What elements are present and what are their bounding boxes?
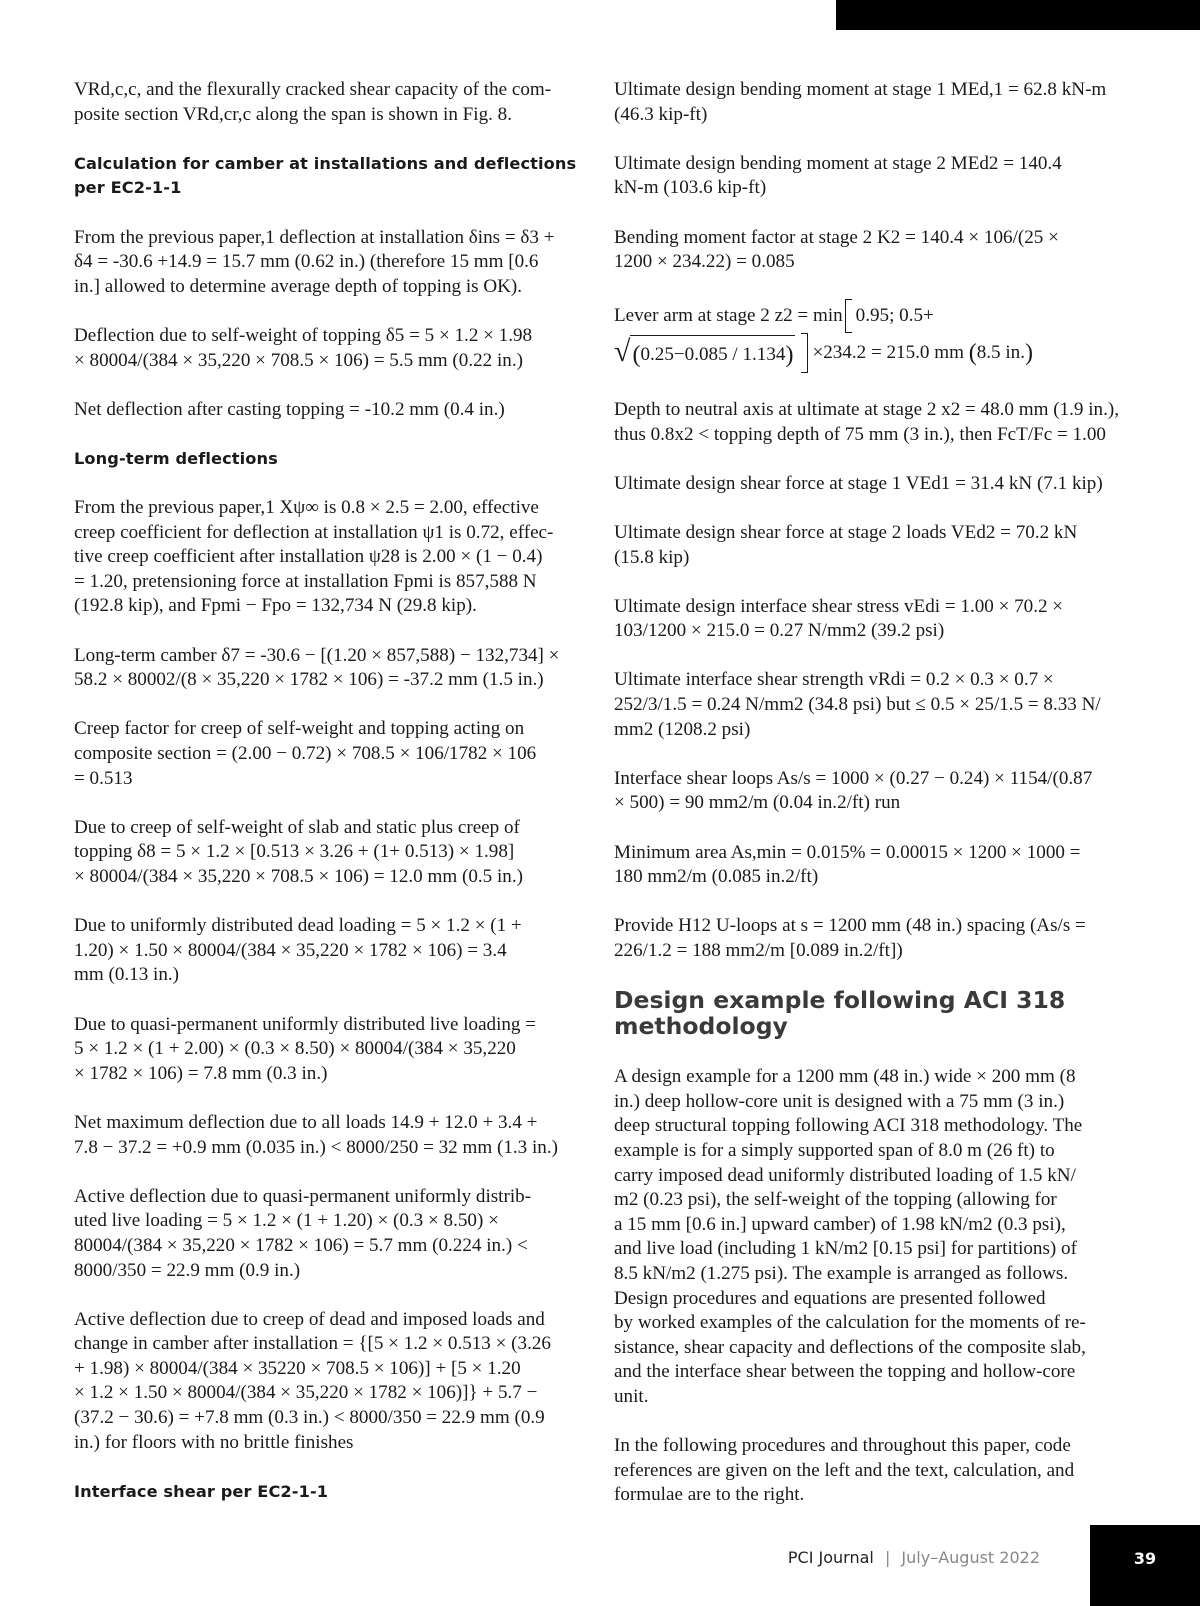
paragraph: Long-term camber δ7 = -30.6 − [(1.20 × 857,588) − 132,734] × 58.2 × 80002/(8 × 35,220 × 1782 × 106) = -37.2 mm (1.5 in.) [74,644,560,691]
section-heading: Long-term deflections [74,448,278,468]
right-column [614,78,1130,1532]
formula-bracket-open [845,299,852,333]
paragraph: Interface shear loops As/s = 1000 × (0.27 − 0.24) × 1154/(0.87 × 500) = 90 mm2/m (0.04 in.2/ft) run [614,767,1093,814]
paragraph: VRd,c,c, and the flexurally cracked shear capacity of the com- posite section VRd,cr,c along the span is shown in Fig. 8. [74,79,552,125]
paragraph: Creep factor for creep of self-weight and topping acting on composite section = (2.00 − 0.72) × 708.5 × 106/1782 × 106 = 0.513 [74,718,537,789]
paragraph: Ultimate design bending moment at stage 2 MEd2 = 140.4 kN-m (103.6 kip-ft) [614,152,1062,199]
paragraph: Depth to neutral axis at ultimate at stage 2 x2 = 48.0 mm (1.9 in.), thus 0.8x2 < topping depth of 75 mm (3 in.), then FcT/Fc = 1.00 [614,398,1119,445]
section-heading: Calculation for camber at installations and deflections per EC2-1-1 [74,153,577,198]
paragraph: Ultimate design shear force at stage 2 loads VEd2 = 70.2 kN (15.8 kip) [614,521,1078,568]
paragraph: Due to creep of self-weight of slab and static plus creep of topping δ8 = 5 × 1.2 × [0.513 × 3.26 + (1+ 0.513) × 1.98] × 80004/(384 × 35,220 × 708.5 × 106) = 12.0 mm (0.5 in.) [74,816,523,887]
journal-name: PCI Journal [787,1548,874,1567]
formula-imperial: 8.5 in. [976,342,1025,364]
paragraph: Ultimate design interface shear stress vEdi = 1.00 × 70.2 × 103/1200 × 215.0 = 0.27 N/mm2 (39.2 psi) [614,595,1064,642]
formula-inner: 0.95; 0.5+ [855,305,934,327]
footer-citation [788,1548,1040,1567]
paragraph: From the previous paper,1 deflection at installation δins = δ3 + δ4 = -30.6 +14.9 = 15.7 mm (0.62 in.) (therefore 15 mm [0.6 in.] allowed to determine average depth of topping is OK). [74,226,555,297]
paren-close: ) [785,341,794,368]
page-number-box [1090,1525,1200,1606]
top-header-bar [836,0,1200,30]
paragraph: A design example for a 1200 mm (48 in.) wide × 200 mm (8 in.) deep hollow-core unit is designed with a 75 mm (3 in.) deep structural topping following ACI 318 methodology. The example is for a simply supported span of 8.0 m (26 ft) to carry imposed dead uniformly distributed loading of 1.5 kN/ m2 (0.23 psi), the self-weight of the topping (allowing for a 15 mm [0.6 in.] upward camber) of 1.98 kN/m2 (0.3 psi), and live load (including 1 kN/m2 [0.15 psi] for partitions) of 8.5 kN/m2 (1.275 psi). The example is arranged as follows. Design procedures and equations are presented followed by worked examples of the calculation for the moments of re- sistance, shear capacity and deflections of the composite slab, and the interface shear between the topping and hollow-core unit. [614,1066,1086,1407]
paragraph: Ultimate design bending moment at stage 1 MEd,1 = 62.8 kN-m (46.3 kip-ft) [614,79,1107,125]
paragraph: Minimum area As,min = 0.015% = 0.00015 × 1200 × 1000 = 180 mm2/m (0.085 in.2/ft) [614,841,1081,888]
sqrt-symbol-icon: √ [614,335,631,369]
square-root [614,335,795,371]
paragraph: Net deflection after casting topping = -10.2 mm (0.4 in.) [74,398,505,420]
paragraph: From the previous paper,1 Xψ∞ is 0.8 × 2.5 = 2.00, effective creep coefficient for deflection at installation ψ1 is 0.72, effec- tive creep coefficient after installation ψ28 is 2.00 × (1 − 0.4) = 1.20, pretensioning force at installation Fpmi is 857,588 N (192.8 kip), and Fpmi − Fpo = 132,734 N (29.8 kip). [74,497,554,617]
section-heading: Interface shear per EC2-1-1 [74,1481,329,1501]
paragraph: Net maximum deflection due to all loads 14.9 + 12.0 + 3.4 + 7.8 − 37.2 = +0.9 mm (0.035 in.) < 8000/250 = 32 mm (1.3 in.) [74,1111,558,1158]
formula-radicand: 0.25−0.085 / 1.134 [640,343,786,365]
paragraph: Ultimate design shear force at stage 1 VEd1 = 31.4 kN (7.1 kip) [614,472,1103,494]
formula-result: ×234.2 = 215.0 mm [812,342,964,364]
footer-separator: | [884,1548,891,1567]
paren-open: ( [968,340,977,367]
issue-date: July–August 2022 [901,1548,1040,1567]
formula-bracket-close [801,333,808,373]
paragraph: Due to quasi-permanent uniformly distributed live loading = 5 × 1.2 × (1 + 2.00) × (0.3 × 8.50) × 80004/(384 × 35,220 × 1782 × 106) = 7.8 mm (0.3 in.) [74,1013,537,1084]
paren-close: ) [1024,340,1033,367]
formula-prefix: Lever arm at stage 2 z2 = min [614,305,843,327]
lever-arm-formula [614,299,1130,373]
paragraph: Ultimate interface shear strength vRdi = 0.2 × 0.3 × 0.7 × 252/3/1.5 = 0.24 N/mm2 (34.8 psi) but ≤ 0.5 × 25/1.5 = 8.33 N/ mm2 (1208.2 psi) [614,669,1101,740]
paren-open: ( [632,341,641,368]
paragraph: In the following procedures and throughout this paper, code references are given on the left and the text, calculation, and formulae are to the right. [614,1435,1075,1506]
left-column [74,78,582,1529]
paragraph: Active deflection due to creep of dead and imposed loads and change in camber after installation = {[5 × 1.2 × 0.513 × (3.26 + 1.98) × 80004/(384 × 35220 × 708.5 × 106)] + [5 × 1.20 × 1.2 × 1.50 × 80004/(384 × 35,220 × 1782 × 106)]} + 5.7 − (37.2 − 30.6) = +7.8 mm (0.3 in.) < 8000/350 = 22.9 mm (0.9 in.) for floors with no brittle finishes [74,1308,551,1453]
page-footer [0,1520,1200,1606]
paragraph: Provide H12 U-loops at s = 1200 mm (48 in.) spacing (As/s = 226/1.2 = 188 mm2/m [0.089 in.2/ft]) [614,915,1086,961]
major-heading: Design example following ACI 318 methodology [614,986,1066,1040]
page-number: 39 [1133,1549,1157,1568]
paragraph: Bending moment factor at stage 2 K2 = 140.4 × 106/(25 × 1200 × 234.22) = 0.085 [614,226,1059,273]
paragraph: Due to uniformly distributed dead loading = 5 × 1.2 × (1 + 1.20) × 1.50 × 80004/(384 × 35,220 × 1782 × 106) = 3.4 mm (0.13 in.) [74,915,522,986]
paragraph: Deflection due to self-weight of topping δ5 = 5 × 1.2 × 1.98 × 80004/(384 × 35,220 × 708.5 × 106) = 5.5 mm (0.22 in.) [74,324,533,371]
paragraph: Active deflection due to quasi-permanent uniformly distrib- uted live loading = 5 × 1.2 × (1 + 1.20) × (0.3 × 8.50) × 80004/(384 × 35,220 × 1782 × 106) = 5.7 mm (0.224 in.) < 8000/350 = 22.9 mm (0.9 in.) [74,1185,532,1281]
